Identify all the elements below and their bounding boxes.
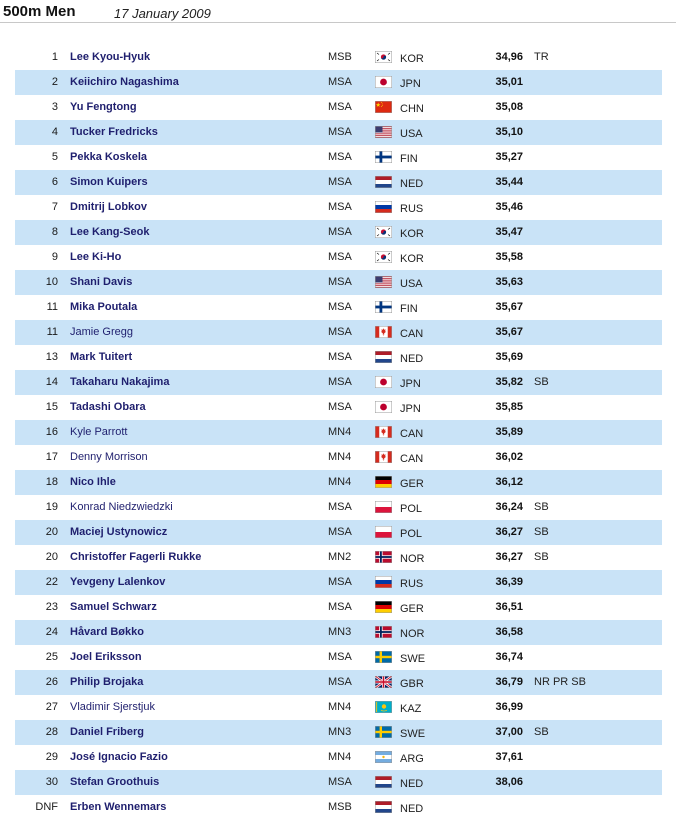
rank-cell: 29 <box>45 751 58 763</box>
category-cell: MN4 <box>328 476 352 488</box>
skater-name: Dmitrij Lobkov <box>70 201 148 213</box>
table-row <box>15 395 662 420</box>
flag-ger-icon <box>375 476 392 488</box>
table-row <box>15 95 662 120</box>
time-cell: 36,27 <box>495 526 523 538</box>
skater-name: Daniel Friberg <box>70 726 144 738</box>
time-cell: 35,58 <box>495 251 523 263</box>
time-cell: 36,02 <box>495 451 523 463</box>
time-cell: 37,61 <box>495 751 523 763</box>
rank-cell: 25 <box>45 651 58 663</box>
skater-name: Yu Fengtong <box>70 101 137 113</box>
time-cell: 35,67 <box>495 326 523 338</box>
category-cell: MN4 <box>328 751 352 763</box>
nation-code: NOR <box>400 628 425 640</box>
rank-cell: 27 <box>45 701 58 713</box>
time-cell: 36,79 <box>495 676 523 688</box>
nation-code: NOR <box>400 553 425 565</box>
rank-cell: 20 <box>45 551 58 563</box>
time-cell: 36,51 <box>495 601 523 613</box>
category-cell: MSA <box>328 776 352 788</box>
flag-gbr-icon <box>375 676 392 688</box>
category-cell: MSA <box>328 651 352 663</box>
rank-cell: 8 <box>51 226 58 238</box>
nation-code: JPN <box>400 78 421 90</box>
rank-cell: 1 <box>51 51 58 63</box>
skater-name: Maciej Ustynowicz <box>70 526 168 538</box>
nation-code: GBR <box>400 678 424 690</box>
header-divider <box>0 22 676 23</box>
flag-usa-icon <box>375 126 392 138</box>
results-table <box>15 45 662 820</box>
skater-name: Kyle Parrott <box>70 426 128 438</box>
skater-name: Konrad Niedzwiedzki <box>70 501 173 513</box>
flag-can-icon <box>375 326 392 338</box>
table-row <box>15 745 662 770</box>
rank-cell: 9 <box>51 251 58 263</box>
nation-code: GER <box>400 478 424 490</box>
table-row <box>15 720 662 745</box>
category-cell: MSA <box>328 276 352 288</box>
record-note: SB <box>534 726 549 738</box>
nation-code: USA <box>400 128 423 140</box>
rank-cell: 11 <box>46 301 58 313</box>
nation-code: GER <box>400 603 424 615</box>
table-row <box>15 120 662 145</box>
table-row <box>15 270 662 295</box>
flag-fin-icon <box>375 301 392 313</box>
flag-nor-icon <box>375 551 392 563</box>
rank-cell: 15 <box>45 401 58 413</box>
time-cell: 35,89 <box>495 426 523 438</box>
table-row <box>15 145 662 170</box>
table-row <box>15 545 662 570</box>
nation-code: ARG <box>400 753 424 765</box>
record-note: SB <box>534 501 549 513</box>
flag-kor-icon <box>375 51 392 63</box>
time-cell: 35,10 <box>495 126 523 138</box>
rank-cell: 5 <box>51 151 58 163</box>
flag-swe-icon <box>375 726 392 738</box>
category-cell: MSA <box>328 501 352 513</box>
time-cell: 36,27 <box>495 551 523 563</box>
category-cell: MN4 <box>328 451 352 463</box>
category-cell: MSA <box>328 176 352 188</box>
skater-name: Pekka Koskela <box>70 151 148 163</box>
nation-code: RUS <box>400 578 424 590</box>
flag-rus-icon <box>375 576 392 588</box>
flag-ned-icon <box>375 351 392 363</box>
rank-cell: 30 <box>45 776 58 788</box>
rank-cell: 13 <box>45 351 58 363</box>
nation-code: USA <box>400 278 423 290</box>
skater-name: Tucker Fredricks <box>70 126 158 138</box>
rank-cell: 24 <box>45 626 58 638</box>
rank-cell: 10 <box>45 276 58 288</box>
skater-name: Philip Brojaka <box>70 676 144 688</box>
time-cell: 34,96 <box>495 51 523 63</box>
nation-code: POL <box>400 528 423 540</box>
table-row <box>15 645 662 670</box>
category-cell: MN4 <box>328 701 352 713</box>
time-cell: 35,63 <box>495 276 523 288</box>
time-cell: 35,69 <box>495 351 523 363</box>
skater-name: Denny Morrison <box>70 451 148 463</box>
rank-cell: 19 <box>45 501 58 513</box>
rank-cell: 6 <box>51 176 58 188</box>
category-cell: MSA <box>328 76 352 88</box>
skater-name: Mika Poutala <box>70 301 138 313</box>
time-cell: 36,24 <box>495 501 523 513</box>
nation-code: JPN <box>400 378 421 390</box>
time-cell: 38,06 <box>495 776 523 788</box>
time-cell: 36,74 <box>495 651 523 663</box>
rank-cell: 26 <box>45 676 58 688</box>
nation-code: SWE <box>400 728 426 740</box>
flag-ned-icon <box>375 776 392 788</box>
skater-name: Vladimir Sjerstjuk <box>70 701 155 713</box>
record-note: SB <box>534 526 549 538</box>
table-row <box>15 795 662 820</box>
table-row <box>15 45 662 70</box>
skater-name: Lee Kang-Seok <box>70 226 150 238</box>
skater-name: Joel Eriksson <box>70 651 142 663</box>
flag-rus-icon <box>375 201 392 213</box>
nation-code: NED <box>400 803 424 815</box>
time-cell: 35,82 <box>495 376 523 388</box>
skater-name: Samuel Schwarz <box>70 601 157 613</box>
nation-code: POL <box>400 503 423 515</box>
rank-cell: 14 <box>45 376 58 388</box>
time-cell: 35,01 <box>495 76 523 88</box>
table-row <box>15 420 662 445</box>
time-cell: 35,47 <box>495 226 523 238</box>
rank-cell: 4 <box>51 126 58 138</box>
flag-arg-icon <box>375 751 392 763</box>
flag-fin-icon <box>375 151 392 163</box>
skater-name: Håvard Bøkko <box>70 626 144 638</box>
nation-code: CAN <box>400 428 424 440</box>
rank-cell: 7 <box>51 201 58 213</box>
nation-code: CHN <box>400 103 424 115</box>
time-cell: 35,27 <box>495 151 523 163</box>
skater-name: Lee Kyou-Hyuk <box>70 51 151 63</box>
flag-jpn-icon <box>375 401 392 413</box>
flag-jpn-icon <box>375 76 392 88</box>
time-cell: 35,67 <box>495 301 523 313</box>
flag-can-icon <box>375 451 392 463</box>
rank-cell: 20 <box>45 526 58 538</box>
table-row <box>15 320 662 345</box>
category-cell: MSA <box>328 526 352 538</box>
nation-code: CAN <box>400 453 424 465</box>
time-cell: 36,58 <box>495 626 523 638</box>
nation-code: KOR <box>400 253 424 265</box>
category-cell: MSA <box>328 401 352 413</box>
category-cell: MSA <box>328 601 352 613</box>
category-cell: MSB <box>328 801 352 813</box>
rank-cell: 16 <box>45 426 58 438</box>
category-cell: MN3 <box>328 726 352 738</box>
flag-kor-icon <box>375 251 392 263</box>
time-cell: 37,00 <box>495 726 523 738</box>
time-cell: 35,44 <box>495 176 523 188</box>
category-cell: MSA <box>328 226 352 238</box>
category-cell: MSA <box>328 301 352 313</box>
nation-code: SWE <box>400 653 426 665</box>
category-cell: MSA <box>328 201 352 213</box>
skater-name: Erben Wennemars <box>70 801 167 813</box>
rank-cell: 3 <box>51 101 58 113</box>
category-cell: MN2 <box>328 551 352 563</box>
record-note: SB <box>534 551 549 563</box>
rank-cell: 2 <box>51 76 58 88</box>
flag-kor-icon <box>375 226 392 238</box>
flag-jpn-icon <box>375 376 392 388</box>
table-row <box>15 520 662 545</box>
flag-chn-icon <box>375 101 392 113</box>
results-header <box>0 0 676 28</box>
category-cell: MSA <box>328 351 352 363</box>
nation-code: FIN <box>400 153 418 165</box>
category-cell: MSA <box>328 101 352 113</box>
nation-code: RUS <box>400 203 424 215</box>
event-date: 17 January 2009 <box>114 6 211 21</box>
skater-name: José Ignacio Fazio <box>70 751 168 763</box>
nation-code: KOR <box>400 53 424 65</box>
table-row <box>15 470 662 495</box>
category-cell: MN3 <box>328 626 352 638</box>
record-note: NR PR SB <box>534 676 586 688</box>
flag-ger-icon <box>375 601 392 613</box>
flag-swe-icon <box>375 651 392 663</box>
time-cell: 35,46 <box>495 201 523 213</box>
skater-name: Mark Tuitert <box>70 351 133 363</box>
nation-code: NED <box>400 178 424 190</box>
skater-name: Stefan Groothuis <box>70 776 160 788</box>
flag-pol-icon <box>375 526 392 538</box>
flag-pol-icon <box>375 501 392 513</box>
table-row <box>15 570 662 595</box>
table-row <box>15 695 662 720</box>
event-title: 500m Men <box>3 3 76 20</box>
flag-kaz-icon <box>375 701 392 713</box>
rank-cell: 17 <box>45 451 58 463</box>
table-row <box>15 345 662 370</box>
skater-name: Keiichiro Nagashima <box>70 76 179 88</box>
time-cell: 36,12 <box>495 476 523 488</box>
time-cell: 36,39 <box>495 576 523 588</box>
category-cell: MSA <box>328 251 352 263</box>
category-cell: MSB <box>328 51 352 63</box>
category-cell: MSA <box>328 376 352 388</box>
category-cell: MSA <box>328 151 352 163</box>
flag-can-icon <box>375 426 392 438</box>
skater-name: Yevgeny Lalenkov <box>70 576 166 588</box>
table-row <box>15 170 662 195</box>
flag-nor-icon <box>375 626 392 638</box>
flag-usa-icon <box>375 276 392 288</box>
skater-name: Simon Kuipers <box>70 176 148 188</box>
nation-code: FIN <box>400 303 418 315</box>
skater-name: Tadashi Obara <box>70 401 146 413</box>
record-note: TR <box>534 51 549 63</box>
category-cell: MSA <box>328 576 352 588</box>
flag-ned-icon <box>375 801 392 813</box>
time-cell: 36,99 <box>495 701 523 713</box>
category-cell: MSA <box>328 326 352 338</box>
category-cell: MN4 <box>328 426 352 438</box>
skater-name: Takaharu Nakajima <box>70 376 170 388</box>
rank-cell: 22 <box>45 576 58 588</box>
rank-cell: 11 <box>46 326 58 338</box>
rank-cell: 28 <box>45 726 58 738</box>
skater-name: Nico Ihle <box>70 476 116 488</box>
record-note: SB <box>534 376 549 388</box>
nation-code: NED <box>400 778 424 790</box>
nation-code: KOR <box>400 228 424 240</box>
nation-code: KAZ <box>400 703 422 715</box>
table-row <box>15 195 662 220</box>
time-cell: 35,85 <box>495 401 523 413</box>
table-row <box>15 595 662 620</box>
category-cell: MSA <box>328 676 352 688</box>
table-row <box>15 620 662 645</box>
table-row <box>15 245 662 270</box>
table-row <box>15 445 662 470</box>
rank-cell: DNF <box>35 801 58 813</box>
skater-name: Lee Ki-Ho <box>70 251 122 263</box>
nation-code: CAN <box>400 328 424 340</box>
skater-name: Shani Davis <box>70 276 133 288</box>
skater-name: Jamie Gregg <box>70 326 133 338</box>
table-row <box>15 370 662 395</box>
table-row <box>15 70 662 95</box>
category-cell: MSA <box>328 126 352 138</box>
table-row <box>15 670 662 695</box>
skater-name: Christoffer Fagerli Rukke <box>70 551 202 563</box>
time-cell: 35,08 <box>495 101 523 113</box>
nation-code: NED <box>400 353 424 365</box>
table-row <box>15 770 662 795</box>
rank-cell: 18 <box>45 476 58 488</box>
table-row <box>15 220 662 245</box>
flag-ned-icon <box>375 176 392 188</box>
rank-cell: 23 <box>45 601 58 613</box>
table-row <box>15 495 662 520</box>
table-row <box>15 295 662 320</box>
nation-code: JPN <box>400 403 421 415</box>
